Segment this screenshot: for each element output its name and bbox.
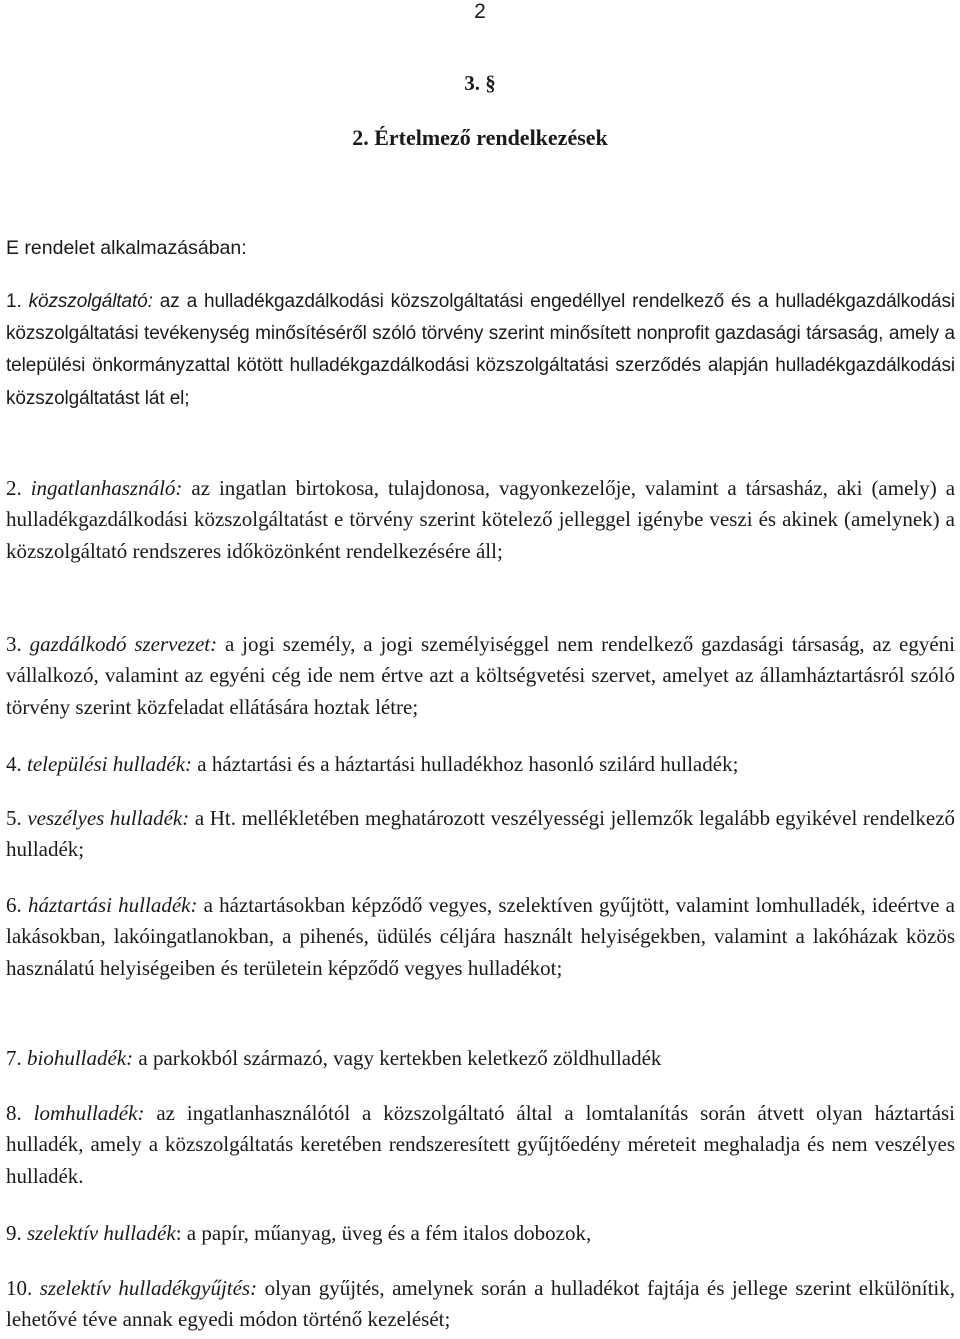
definition-term: biohulladék: bbox=[27, 1046, 134, 1070]
definition-text: a Ht. mellékletében meghatározott veszélyességi jellemzők legalább egyikével rendelkező hulladék; bbox=[6, 806, 956, 862]
definition-number: 1. bbox=[6, 291, 22, 312]
definition-3 bbox=[6, 629, 955, 723]
page-number: 2 bbox=[474, 0, 486, 23]
definition-number: 6. bbox=[6, 893, 22, 917]
definition-9 bbox=[6, 1218, 955, 1249]
definition-number: 9. bbox=[6, 1221, 22, 1245]
definition-text: : a papír, műanyag, üveg és a fém italos dobozok, bbox=[175, 1221, 592, 1245]
definition-number: 7. bbox=[6, 1046, 22, 1070]
section-number: 3. § bbox=[464, 71, 496, 95]
definition-term: szelektív hulladékgyűjtés: bbox=[39, 1276, 258, 1300]
definition-text: a háztartási és a háztartási hulladékhoz hasonló szilárd hulladék; bbox=[197, 752, 739, 776]
definition-term: közszolgáltató: bbox=[28, 291, 153, 312]
definition-term: szelektív hulladék bbox=[27, 1221, 176, 1245]
definition-text: az a hulladékgazdálkodási közszolgáltatási engedéllyel rendelkező és a hulladékgazdálkodási közszolgáltatási tevékenység minősítéséről szóló törvény szerint minősített nonprofit gazdasági társaság, amely a települési önkormányzattal kötött hulladékgazdálkodási közszolgáltatási szerződés alapján hulladékgazdálkodási közszolgáltatást lát el; bbox=[6, 291, 955, 409]
definition-text: a jogi személy, a jogi személyiséggel nem rendelkező gazdasági társaság, az egyéni vállalkozó, valamint az egyéni cég ide nem értve azt a költségvetési szervet, amelyet az államháztartásról szóló törvény szerint közfeladat ellátására hoztak létre; bbox=[6, 632, 956, 719]
section-title: 2. Értelmező rendelkezések bbox=[352, 125, 608, 150]
definition-number: 8. bbox=[6, 1101, 22, 1125]
definition-number: 3. bbox=[6, 632, 22, 656]
definition-term: ingatlanhasználó: bbox=[30, 476, 183, 500]
definition-6 bbox=[6, 890, 955, 984]
definition-number: 2. bbox=[6, 476, 22, 500]
definition-text: olyan gyűjtés, amelynek során a hulladékot fajtája és jellege szerint elkülönítik, lehetővé téve annak egyedi módon történő kezelését; bbox=[6, 1276, 956, 1332]
definition-text: az ingatlanhasználótól a közszolgáltató által a lomtalanítás során átvett olyan háztartási hulladék, amely a közszolgáltatás keretében rendszeresített gyűjtőedény méreteit meghaladja és nem veszélyes hulladék. bbox=[6, 1101, 956, 1188]
definition-term: lomhulladék: bbox=[33, 1101, 145, 1125]
definition-number: 4. bbox=[6, 752, 22, 776]
definition-term: háztartási hulladék: bbox=[27, 893, 198, 917]
definition-number: 10. bbox=[6, 1276, 33, 1300]
definition-10 bbox=[6, 1273, 955, 1336]
definition-text: a parkokból származó, vagy kertekben keletkező zöldhulladék bbox=[138, 1046, 662, 1070]
definition-term: települési hulladék: bbox=[27, 752, 193, 776]
definition-2 bbox=[6, 473, 955, 567]
definition-1 bbox=[6, 286, 955, 415]
intro-text: E rendelet alkalmazásában: bbox=[6, 237, 247, 259]
definition-number: 5. bbox=[6, 806, 22, 830]
definition-text: a háztartásokban képződő vegyes, szelektíven gyűjtött, valamint lomhulladék, ideértve a lakásokban, lakóingatlanokban, a pihenés, üdülés céljára használt helyiségekben, valamint a lakóházak közös használatú helyiségeiben és területein képződő vegyes hulladékot; bbox=[6, 893, 955, 980]
definition-7 bbox=[6, 1043, 955, 1074]
definition-4 bbox=[6, 749, 955, 780]
definition-term: gazdálkodó szervezet: bbox=[29, 632, 218, 656]
definition-term: veszélyes hulladék: bbox=[27, 806, 190, 830]
definition-5 bbox=[6, 803, 955, 866]
definition-8 bbox=[6, 1098, 955, 1192]
definition-text: az ingatlan birtokosa, tulajdonosa, vagyonkezelője, valamint a társasház, aki (amely) a hulladékgazdálkodási közszolgáltatást e törvény szerint kötelező jelleggel igénybe veszi és akinek (amelynek) a közszolgáltató rendszeres időközönként rendelkezésére áll; bbox=[6, 476, 956, 563]
